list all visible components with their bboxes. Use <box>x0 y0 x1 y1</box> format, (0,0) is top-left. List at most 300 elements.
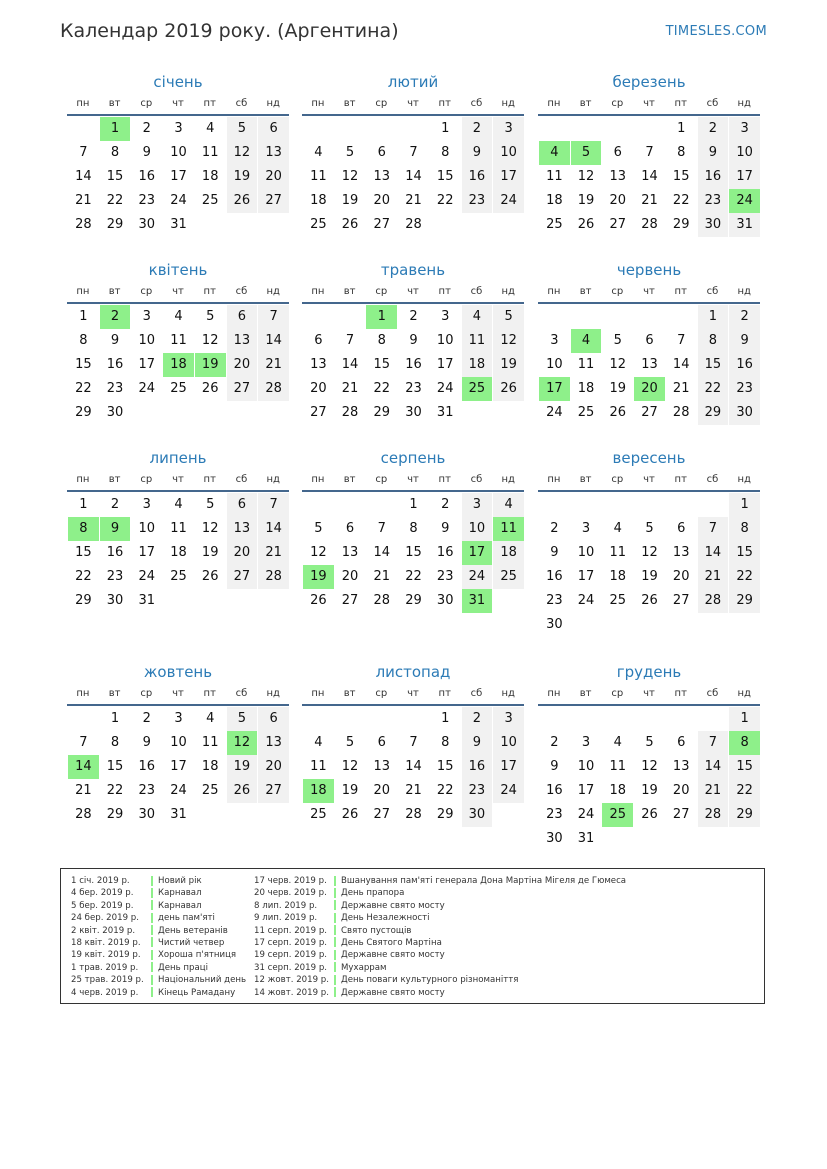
holiday-row <box>254 900 626 912</box>
holiday-row <box>71 875 246 887</box>
holiday-marker <box>334 987 336 997</box>
day-cell: 15 <box>672 169 690 184</box>
day-cell: 2 <box>729 305 760 329</box>
day-cell: 12 <box>201 521 219 536</box>
day-cell: 14 <box>341 357 359 372</box>
day-cell: 7 <box>79 735 88 750</box>
day-cell: 7 <box>345 333 355 348</box>
day-cell: 12 <box>341 759 359 774</box>
month-name: вересень <box>612 449 686 467</box>
day-cell: 14 <box>698 541 729 565</box>
day-cell: 3 <box>493 117 524 141</box>
day-cell: 27 <box>227 565 258 589</box>
day-cell: 25 <box>201 783 219 798</box>
day-cell: 1 <box>79 309 88 324</box>
empty-cell <box>303 707 334 731</box>
holiday-date: 1 січ. 2019 р. <box>71 876 130 886</box>
day-cell: 11 <box>310 759 327 774</box>
day-cell: 15 <box>405 545 422 560</box>
day-cell: 13 <box>310 357 327 372</box>
weekday-header <box>302 96 524 116</box>
empty-cell <box>634 305 665 329</box>
day-cell: 18 <box>546 193 563 208</box>
month-9 <box>538 448 760 637</box>
holiday-date: 4 черв. 2019 р. <box>71 987 139 998</box>
holiday-date: 25 трав. 2019 р. <box>71 975 144 986</box>
month-name: квітень <box>148 261 208 279</box>
day-cell: 25 <box>546 217 563 232</box>
holiday-marker <box>334 876 336 886</box>
day-cell: 6 <box>227 305 258 329</box>
holiday-day-cell: 8 <box>729 731 760 755</box>
day-cell: 19 <box>641 783 658 798</box>
month-name: січень <box>153 73 203 91</box>
weekday-label: чт <box>407 474 419 485</box>
day-cell: 24 <box>138 381 156 396</box>
day-cell: 13 <box>672 759 690 774</box>
holiday-date: 8 лип. 2019 р. <box>254 900 318 911</box>
day-cell: 17 <box>138 545 156 560</box>
holiday-row <box>254 987 626 999</box>
empty-cell <box>666 305 697 329</box>
day-cell: 2 <box>462 707 493 731</box>
day-cell: 24 <box>493 779 524 803</box>
day-cell: 10 <box>493 731 524 755</box>
day-cell: 5 <box>206 309 215 324</box>
month-name: березень <box>612 73 686 91</box>
holiday-row <box>71 949 246 961</box>
month-6 <box>538 260 760 425</box>
day-cell: 18 <box>493 541 524 565</box>
day-cell: 15 <box>729 541 760 565</box>
day-cell: 24 <box>170 193 187 208</box>
day-cell: 8 <box>110 735 120 750</box>
day-cell: 7 <box>409 145 418 160</box>
holiday-name: День Незалежності <box>341 913 430 924</box>
holiday-day-cell: 4 <box>571 329 602 353</box>
day-cell: 2 <box>409 309 418 324</box>
day-cell: 12 <box>493 329 524 353</box>
day-cell: 3 <box>142 309 151 324</box>
weekday-label: пн <box>311 286 325 297</box>
weekday-label: вт <box>108 98 121 109</box>
day-cell: 6 <box>677 521 686 536</box>
weekday-label: пн <box>311 688 325 699</box>
empty-cell <box>335 707 366 731</box>
weekday-label: нд <box>501 688 515 699</box>
day-cell: 22 <box>436 783 454 798</box>
holiday-marker <box>151 962 153 972</box>
day-cell: 6 <box>377 735 386 750</box>
day-grid <box>67 304 289 425</box>
day-cell: 7 <box>258 493 289 517</box>
day-cell: 1 <box>698 305 729 329</box>
day-cell: 26 <box>641 593 658 608</box>
day-cell: 9 <box>550 759 559 774</box>
day-cell: 7 <box>698 517 729 541</box>
empty-cell <box>539 707 570 731</box>
weekday-header <box>538 472 760 492</box>
empty-cell <box>666 707 697 731</box>
day-cell: 6 <box>377 145 386 160</box>
day-cell: 25 <box>609 593 627 608</box>
weekday-label: пт <box>674 474 687 485</box>
day-cell: 5 <box>493 305 524 329</box>
weekday-label: чт <box>643 474 655 485</box>
holiday-row <box>254 887 626 899</box>
day-cell: 29 <box>729 803 760 827</box>
day-cell: 22 <box>729 779 760 803</box>
month-10 <box>67 662 289 827</box>
day-cell: 11 <box>462 329 493 353</box>
weekday-label: вт <box>343 286 356 297</box>
day-cell: 16 <box>698 165 729 189</box>
holiday-date: 20 черв. 2019 р. <box>254 888 327 899</box>
day-cell: 16 <box>405 357 422 372</box>
day-cell: 21 <box>373 569 391 584</box>
weekday-label: нд <box>737 474 751 485</box>
weekday-label: пн <box>311 474 325 485</box>
day-cell: 3 <box>142 497 151 512</box>
day-cell: 7 <box>677 333 686 348</box>
weekday-label: вт <box>343 688 356 699</box>
day-cell: 3 <box>174 711 183 726</box>
weekday-label: вт <box>108 688 121 699</box>
holiday-name: День прапора <box>341 888 405 899</box>
day-cell: 21 <box>405 783 422 798</box>
day-cell: 29 <box>106 807 124 822</box>
day-cell: 8 <box>409 521 418 536</box>
day-cell: 5 <box>345 735 355 750</box>
day-cell: 18 <box>609 569 627 584</box>
page-title: Календар 2019 року. (Аргентина) <box>60 20 399 42</box>
day-cell: 23 <box>729 377 760 401</box>
day-cell: 5 <box>645 521 654 536</box>
day-cell: 18 <box>201 169 219 184</box>
day-cell: 13 <box>341 545 359 560</box>
day-cell: 2 <box>698 117 729 141</box>
empty-cell <box>539 305 570 329</box>
day-cell: 20 <box>609 193 627 208</box>
day-cell: 23 <box>698 189 729 213</box>
weekday-label: нд <box>501 474 515 485</box>
day-cell: 23 <box>436 569 454 584</box>
day-cell: 10 <box>493 141 524 165</box>
day-cell: 29 <box>729 589 760 613</box>
empty-cell <box>335 305 366 329</box>
day-cell: 3 <box>581 735 591 750</box>
day-cell: 20 <box>672 569 690 584</box>
holiday-row <box>254 949 626 961</box>
day-cell: 25 <box>493 565 524 589</box>
day-cell: 12 <box>641 759 658 774</box>
day-cell: 27 <box>227 377 258 401</box>
day-cell: 5 <box>613 333 622 348</box>
holiday-date: 5 бер. 2019 р. <box>71 900 134 911</box>
holiday-date: 12 жовт. 2019 р. <box>254 975 329 986</box>
day-cell: 9 <box>462 141 493 165</box>
day-cell: 15 <box>698 353 729 377</box>
day-cell: 11 <box>201 145 219 160</box>
weekday-label: пт <box>674 688 687 699</box>
day-cell: 21 <box>341 381 359 396</box>
empty-cell <box>571 493 602 517</box>
holiday-day-cell: 19 <box>195 353 226 377</box>
day-cell: 28 <box>698 589 729 613</box>
weekday-label: нд <box>737 98 751 109</box>
day-cell: 17 <box>493 165 524 189</box>
day-cell: 11 <box>546 169 563 184</box>
day-cell: 2 <box>550 521 559 536</box>
empty-cell <box>398 117 429 141</box>
empty-cell <box>634 117 665 141</box>
weekday-label: чт <box>172 98 184 109</box>
holiday-row <box>71 925 246 937</box>
holiday-date: 11 серп. 2019 р. <box>254 925 328 936</box>
weekday-label: чт <box>407 286 419 297</box>
day-cell: 31 <box>138 593 156 608</box>
weekday-label: сб <box>706 474 719 485</box>
weekday-label: вт <box>579 98 592 109</box>
day-grid <box>67 116 289 237</box>
day-cell: 10 <box>138 333 156 348</box>
month-name: жовтень <box>143 663 213 681</box>
weekday-label: вт <box>343 98 356 109</box>
day-cell: 12 <box>641 545 658 560</box>
empty-cell <box>539 117 570 141</box>
day-cell: 27 <box>672 593 690 608</box>
holiday-name: Державне свято мосту <box>341 950 445 961</box>
day-cell: 16 <box>462 755 493 779</box>
day-cell: 30 <box>106 405 124 420</box>
day-cell: 28 <box>258 565 289 589</box>
day-cell: 1 <box>110 711 120 726</box>
weekday-header <box>67 96 289 116</box>
weekday-label: чт <box>643 286 655 297</box>
day-cell: 10 <box>138 521 156 536</box>
month-1 <box>67 72 289 237</box>
day-cell: 14 <box>405 169 422 184</box>
holiday-row <box>254 962 626 974</box>
holiday-day-cell: 4 <box>539 141 570 165</box>
day-cell: 15 <box>729 755 760 779</box>
holiday-name: День Святого Мартіна <box>341 937 442 948</box>
weekday-label: пн <box>547 98 561 109</box>
day-cell: 5 <box>206 497 215 512</box>
day-cell: 18 <box>577 381 595 396</box>
day-cell: 21 <box>258 353 289 377</box>
holiday-date: 19 серп. 2019 р. <box>254 950 328 961</box>
weekday-label: сб <box>235 286 248 297</box>
weekday-label: сб <box>706 286 719 297</box>
holiday-day-cell: 1 <box>100 117 131 141</box>
weekday-label: сб <box>706 98 719 109</box>
day-cell: 27 <box>258 779 289 803</box>
day-cell: 2 <box>441 497 450 512</box>
holiday-name: День поваги культурного різноманіття <box>341 975 519 986</box>
holiday-marker <box>151 937 153 947</box>
day-cell: 12 <box>577 169 595 184</box>
day-cell: 12 <box>310 545 327 560</box>
day-cell: 11 <box>170 333 187 348</box>
holiday-name: Державне свято мосту <box>341 900 445 911</box>
empty-cell <box>602 707 633 731</box>
day-cell: 2 <box>110 497 120 512</box>
day-cell: 26 <box>493 377 524 401</box>
weekday-label: ср <box>611 474 624 485</box>
day-cell: 28 <box>698 803 729 827</box>
holiday-column-right <box>254 875 626 999</box>
day-cell: 4 <box>206 121 215 136</box>
weekday-label: чт <box>643 98 655 109</box>
weekday-label: ср <box>375 286 388 297</box>
day-cell: 10 <box>462 517 493 541</box>
holiday-marker <box>151 900 153 910</box>
holiday-day-cell: 12 <box>227 731 258 755</box>
day-cell: 20 <box>227 353 258 377</box>
weekday-header <box>538 284 760 304</box>
day-cell: 1 <box>441 711 450 726</box>
day-cell: 5 <box>314 521 323 536</box>
holiday-name: Вшанування пам'яті генерала Дона Мартіна Мігеля де Гюмеса <box>341 876 627 886</box>
empty-cell <box>303 493 334 517</box>
holiday-name: Свято пустощів <box>341 925 412 936</box>
day-cell: 17 <box>138 357 156 372</box>
holiday-row <box>254 937 626 949</box>
day-cell: 21 <box>405 193 422 208</box>
day-cell: 13 <box>373 169 391 184</box>
day-cell: 1 <box>729 707 760 731</box>
month-name: липень <box>149 449 207 467</box>
empty-cell <box>335 117 366 141</box>
day-cell: 14 <box>672 357 690 372</box>
day-cell: 22 <box>75 569 92 584</box>
day-cell: 30 <box>462 803 493 827</box>
day-cell: 4 <box>493 493 524 517</box>
day-cell: 14 <box>641 169 658 184</box>
weekday-label: нд <box>266 688 280 699</box>
holiday-day-cell: 24 <box>729 189 760 213</box>
day-cell: 9 <box>729 329 760 353</box>
day-cell: 15 <box>106 759 124 774</box>
holiday-date: 31 серп. 2019 р. <box>254 962 328 973</box>
month-8 <box>302 448 524 613</box>
holiday-marker <box>334 962 336 972</box>
day-cell: 21 <box>672 381 690 396</box>
day-cell: 13 <box>258 141 289 165</box>
holiday-row <box>254 925 626 937</box>
day-cell: 22 <box>405 569 422 584</box>
holiday-date: 19 квіт. 2019 р. <box>71 950 141 961</box>
day-cell: 15 <box>75 357 92 372</box>
day-cell: 5 <box>645 735 654 750</box>
day-cell: 8 <box>698 329 729 353</box>
day-cell: 27 <box>341 593 359 608</box>
month-2 <box>302 72 524 237</box>
day-cell: 3 <box>729 117 760 141</box>
day-cell: 29 <box>75 593 92 608</box>
holiday-day-cell: 2 <box>100 305 131 329</box>
day-cell: 26 <box>609 405 627 420</box>
day-grid <box>302 304 524 425</box>
holiday-day-cell: 25 <box>462 377 493 401</box>
day-cell: 29 <box>698 401 729 425</box>
day-cell: 21 <box>698 779 729 803</box>
weekday-label: нд <box>501 98 515 109</box>
day-cell: 14 <box>373 545 391 560</box>
day-cell: 9 <box>110 333 120 348</box>
day-grid <box>538 304 760 425</box>
day-cell: 19 <box>577 193 595 208</box>
empty-cell <box>303 117 334 141</box>
weekday-label: сб <box>470 286 483 297</box>
weekday-label: пт <box>438 688 451 699</box>
day-cell: 22 <box>373 381 391 396</box>
day-cell: 22 <box>106 783 124 798</box>
day-cell: 10 <box>577 759 595 774</box>
day-cell: 20 <box>672 783 690 798</box>
holiday-marker <box>334 975 336 985</box>
day-cell: 29 <box>436 807 454 822</box>
holiday-date: 18 квіт. 2019 р. <box>71 937 141 948</box>
day-cell: 5 <box>345 145 355 160</box>
empty-cell <box>634 707 665 731</box>
day-cell: 23 <box>462 189 493 213</box>
day-cell: 30 <box>546 617 563 632</box>
day-cell: 11 <box>170 521 187 536</box>
day-cell: 11 <box>609 759 627 774</box>
empty-cell <box>303 305 334 329</box>
holiday-day-cell: 17 <box>539 377 570 401</box>
holiday-name: День ветеранів <box>158 925 228 936</box>
weekday-label: нд <box>266 286 280 297</box>
day-grid <box>302 492 524 613</box>
holiday-day-cell: 19 <box>303 565 334 589</box>
day-cell: 26 <box>201 381 219 396</box>
day-cell: 19 <box>227 755 258 779</box>
holiday-marker <box>334 888 336 898</box>
weekday-label: пт <box>674 286 687 297</box>
day-cell: 22 <box>729 565 760 589</box>
empty-cell <box>634 493 665 517</box>
day-cell: 4 <box>174 497 183 512</box>
day-cell: 16 <box>462 165 493 189</box>
day-cell: 20 <box>227 541 258 565</box>
day-cell: 20 <box>258 755 289 779</box>
holiday-date: 17 черв. 2019 р. <box>254 876 327 886</box>
day-cell: 29 <box>75 405 92 420</box>
holiday-row <box>254 875 626 887</box>
day-cell: 23 <box>462 779 493 803</box>
day-cell: 13 <box>609 169 627 184</box>
day-cell: 28 <box>405 217 422 232</box>
day-cell: 1 <box>79 497 88 512</box>
weekday-label: ср <box>375 474 388 485</box>
day-cell: 22 <box>436 193 454 208</box>
holiday-date: 14 жовт. 2019 р. <box>254 987 329 998</box>
brand-link[interactable]: TIMESLES.COM <box>665 24 767 39</box>
day-cell: 6 <box>645 333 654 348</box>
weekday-header <box>302 284 524 304</box>
day-cell: 1 <box>409 497 418 512</box>
holiday-day-cell: 31 <box>462 589 493 613</box>
holiday-marker <box>334 950 336 960</box>
empty-cell <box>398 707 429 731</box>
weekday-label: пт <box>203 98 216 109</box>
empty-cell <box>602 305 633 329</box>
month-name: грудень <box>616 663 682 681</box>
day-grid <box>538 116 760 237</box>
